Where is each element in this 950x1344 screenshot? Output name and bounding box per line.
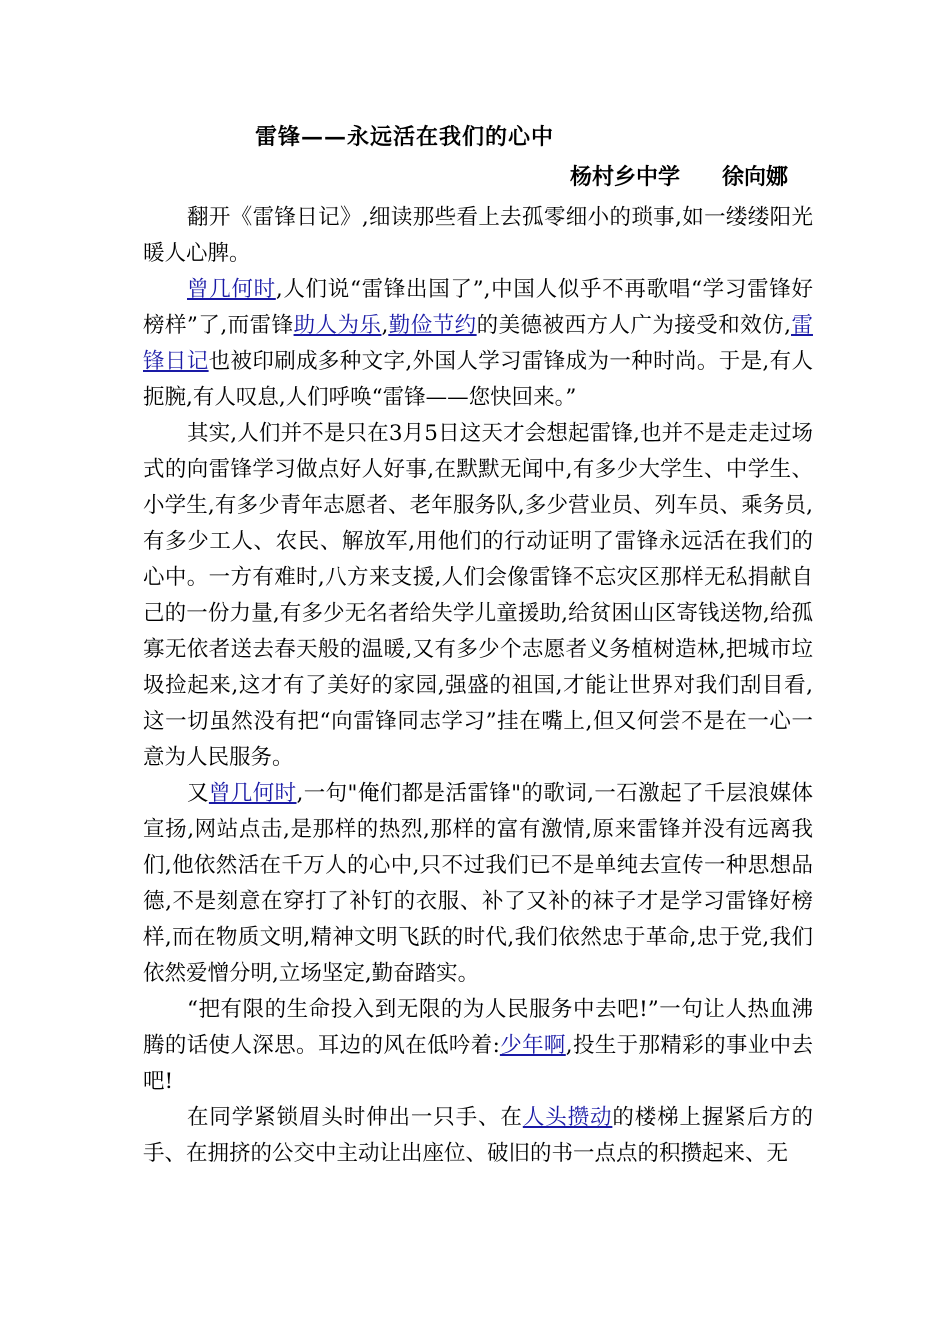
inline-link[interactable]: 曾几何时 [208,781,297,806]
inline-link[interactable]: 少年啊 [499,1033,566,1058]
paragraph [143,1100,813,1172]
paragraph-text: 的楼梯上握紧后方的手、在拥挤的公交中主动让出座位、破旧的书一点点的积攒起来、无 [143,1105,813,1166]
school-name: 杨村乡中学 [570,164,681,190]
paragraph [143,272,813,416]
inline-link[interactable]: 勤俭节约 [388,313,477,338]
byline [570,160,788,191]
paragraph-text: ,投生于那精彩的事业中去吧! [143,1033,813,1094]
paragraph [143,200,813,272]
paragraph-text: “把有限的生命投入到无限的为人民服务中去吧!”一句让人热血沸腾的话使人深思。耳边的风在低吟着: [143,997,813,1058]
paragraph-text: 翻开《雷锋日记》,细读那些看上去孤零细小的琐事,如一缕缕阳光暖人心脾。 [143,205,813,266]
paragraph-text: 也被印刷成多种文字,外国人学习雷锋成为一种时尚。于是,有人扼腕,有人叹息,人们呼唤“雷锋——您快回来。” [143,349,813,410]
paragraph-text: 在同学紧锁眉头时伸出一只手、在 [187,1105,523,1130]
author-name: 徐向娜 [722,164,789,190]
paragraph [143,776,813,992]
paragraph-text: 的美德被西方人广为接受和效仿, [476,313,791,338]
paragraph-text: 其实,人们并不是只在3月5日这天才会想起雷锋,也并不是走走过场式的向雷锋学习做点好人好事,在默默无闻中,有多少大学生、中学生、小学生,有多少青年志愿者、老年服务队,多少营业员、列车员、乘务员,有多少工人、农民、解放军,用他们的行动证明了雷锋永远活在我们的心中。一方有难时,八方来支援,人们会像雷锋不忘灾区那样无私捐献自己的一份力量,有多少无名者给失学儿童援助,给贫困山区寄钱送物,给孤寡无依者送去春天般的温暖,又有多少个志愿者义务植树造林,把城市垃圾捡起来,这才有了美好的家园,强盛的祖国,才能让世界对我们刮目看,这一切虽然没有把“向雷锋同志学习”挂在嘴上,但又何尝不是在一心一意为人民服务。 [143,421,813,770]
inline-link[interactable]: 雷锋日记 [143,313,813,374]
paragraph-text: , [381,313,389,338]
inline-link[interactable]: 曾几何时 [187,277,276,302]
paragraph-text: ,一句"俺们都是活雷锋"的歌词,一石激起了千层浪媒体宣扬,网站点击,是那样的热烈,那样的富有激情,原来雷锋并没有远离我们,他依然活在千万人的心中,只不过我们已不是单纯去宣传一种思想品德,不是刻意在穿打了补钉的衣服、补了又补的袜子才是学习雷锋好榜样,而在物质文明,精神文明飞跃的时代,我们依然忠于革命,忠于党,我们依然爱憎分明,立场坚定,勤奋踏实。 [143,781,813,986]
document-body [143,200,813,1172]
paragraph-text: ,人们说“雷锋出国了”,中国人似乎不再歌唱“学习雷锋好榜样”了,而雷锋 [143,277,813,338]
paragraph-text: 又 [187,781,209,806]
paragraph [143,992,813,1100]
inline-link[interactable]: 人头攒动 [522,1105,613,1130]
paragraph [143,416,813,776]
document-title: 雷锋——永远活在我们的心中 [255,124,555,150]
inline-link[interactable]: 助人为乐 [293,313,382,338]
